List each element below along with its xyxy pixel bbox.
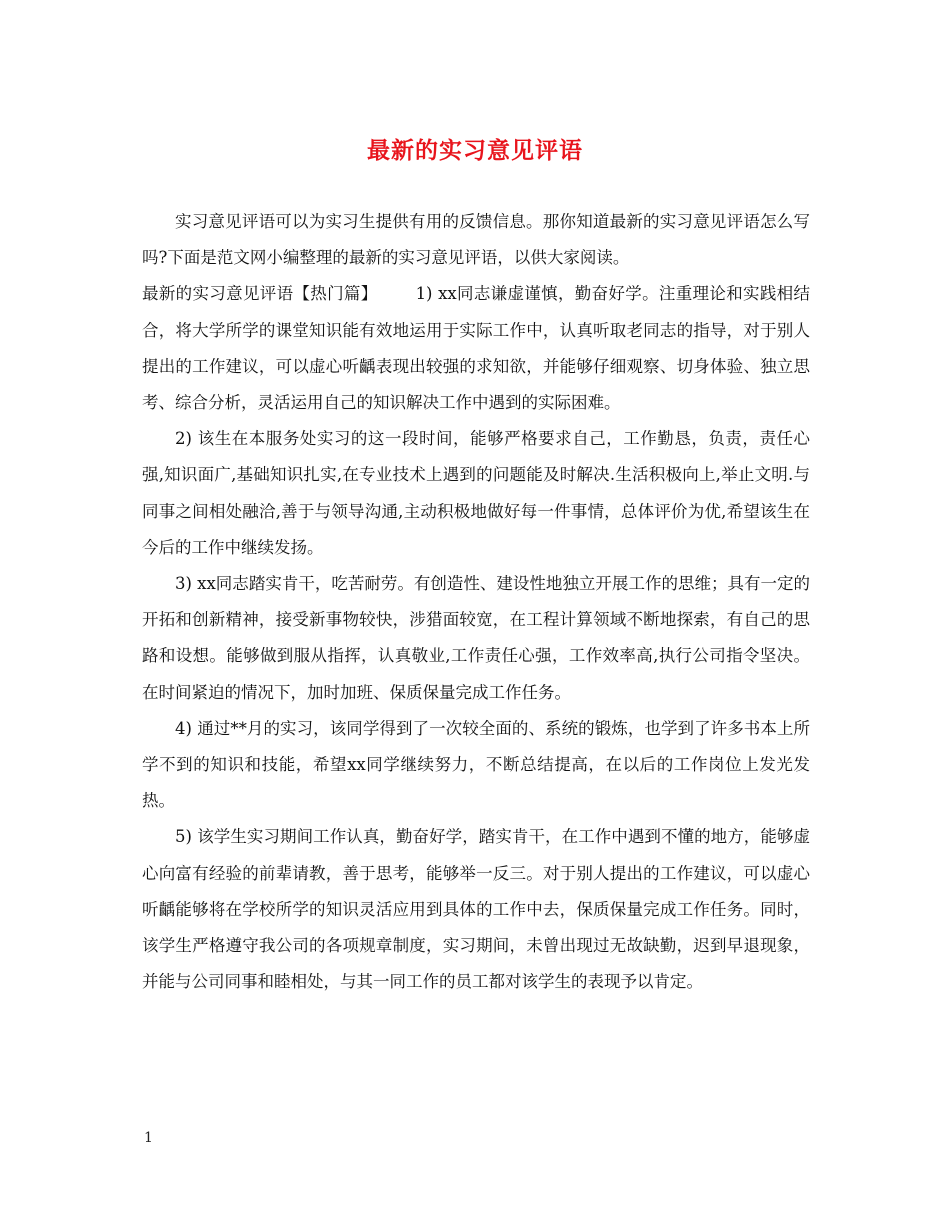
comment-item-2: 2) 该生在本服务处实习的这一段时间，能够严格要求自己，工作勤恳，负责，责任心强,知识面广,基础知识扎实,在专业技术上遇到的问题能及时解决.生活积极向上,举止文明.与同事之间相处融洽,善于与领导沟通,主动积极地做好每一件事情，总体评价为优,希望该生在今后的工作中继续发扬。 (142, 429, 810, 557)
document-body (142, 204, 810, 1000)
section-heading: 最新的实习意见评语【热门篇】 (142, 284, 378, 304)
section-paragraph-1 (142, 276, 810, 421)
comment-item-1: 1) xx同志谦虚谨慎，勤奋好学。注重理论和实践相结合，将大学所学的课堂知识能有效地运用于实际工作中，认真听取老同志的指导，对于别人提出的工作建议，可以虚心听齲表现出较强的求知欲，并能够仔细观察、切身体验、独立思考、综合分析，灵活运用自己的知识解决工作中遇到的实际困难。 (142, 284, 811, 413)
document-title: 最新的实习意见评语 (367, 138, 583, 164)
comment-item-5: 5) 该学生实习期间工作认真，勤奋好学，踏实肯干，在工作中遇到不懂的地方，能够虚心向富有经验的前辈请教，善于思考，能够举一反三。对于别人提出的工作建议，可以虚心听齲能够将在学校所学的知识灵活应用到具体的工作中去，保质保量完成工作任务。同时，该学生严格遵守我公司的各项规章制度，实习期间，未曾出现过无故缺勤，迟到早退现象，并能与公司同事和睦相处，与其一同工作的员工都对该学生的表现予以肯定。 (142, 827, 810, 992)
comment-item-4: 4) 通过**月的实习，该同学得到了一次较全面的、系统的锻炼，也学到了许多书本上所学不到的知识和技能，希望xx同学继续努力，不断总结提高，在以后的工作岗位上发光发热。 (142, 718, 810, 811)
page-number: 1 (144, 1130, 153, 1146)
intro-paragraph: 实习意见评语可以为实习生提供有用的反馈信息。那你知道最新的实习意见评语怎么写吗?下面是范文网小编整理的最新的实习意见评语，以供大家阅读。 (142, 212, 810, 268)
comment-item-3: 3) xx同志踏实肯干，吃苦耐劳。有创造性、建设性地独立开展工作的思维；具有一定的开拓和创新精神，接受新事物较快，涉猎面较宽，在工程计算领域不断地探索，有自己的思路和设想。能够做到服从指挥，认真敬业,工作责任心强，工作效率高,执行公司指令坚决。在时间紧迫的情况下，加时加班、保质保量完成工作任务。 (142, 574, 810, 702)
